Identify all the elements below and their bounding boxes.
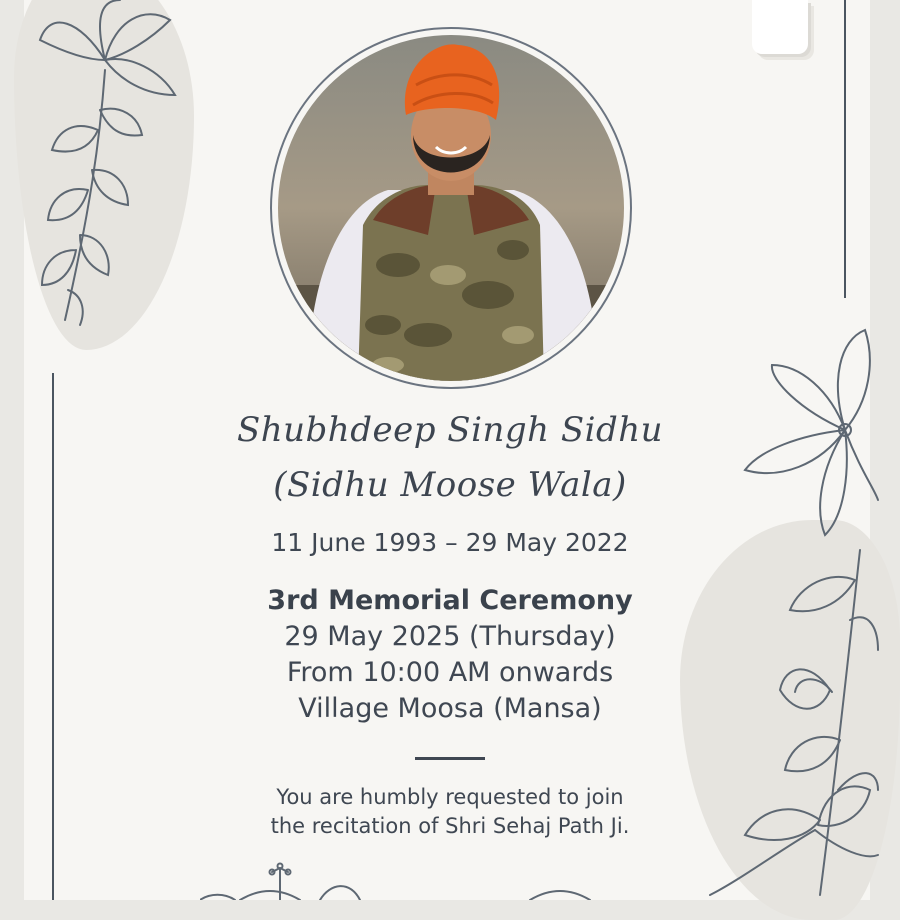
- event-place: Village Moosa (Mansa): [298, 693, 602, 724]
- life-dates: 11 June 1993 – 29 May 2022: [271, 528, 629, 557]
- corner-square-icon: [752, 0, 808, 54]
- name-primary: Shubhdeep Singh Sidhu: [236, 410, 664, 450]
- floral-decoration-bottom: [200, 858, 620, 900]
- invitation-note-line2: the recitation of Shri Sehaj Path Ji.: [270, 814, 630, 838]
- floral-decoration-top-left: [20, 0, 190, 330]
- event-title: 3rd Memorial Ceremony: [267, 585, 633, 616]
- name-alias: (Sidhu Moose Wala): [273, 465, 627, 505]
- frame-line-right: [844, 0, 846, 298]
- event-time: From 10:00 AM onwards: [286, 657, 614, 688]
- portrait-photo: [278, 35, 624, 381]
- invitation-note-line1: You are humbly requested to join: [276, 785, 624, 809]
- event-date: 29 May 2025 (Thursday): [284, 621, 616, 652]
- section-divider: [415, 757, 485, 760]
